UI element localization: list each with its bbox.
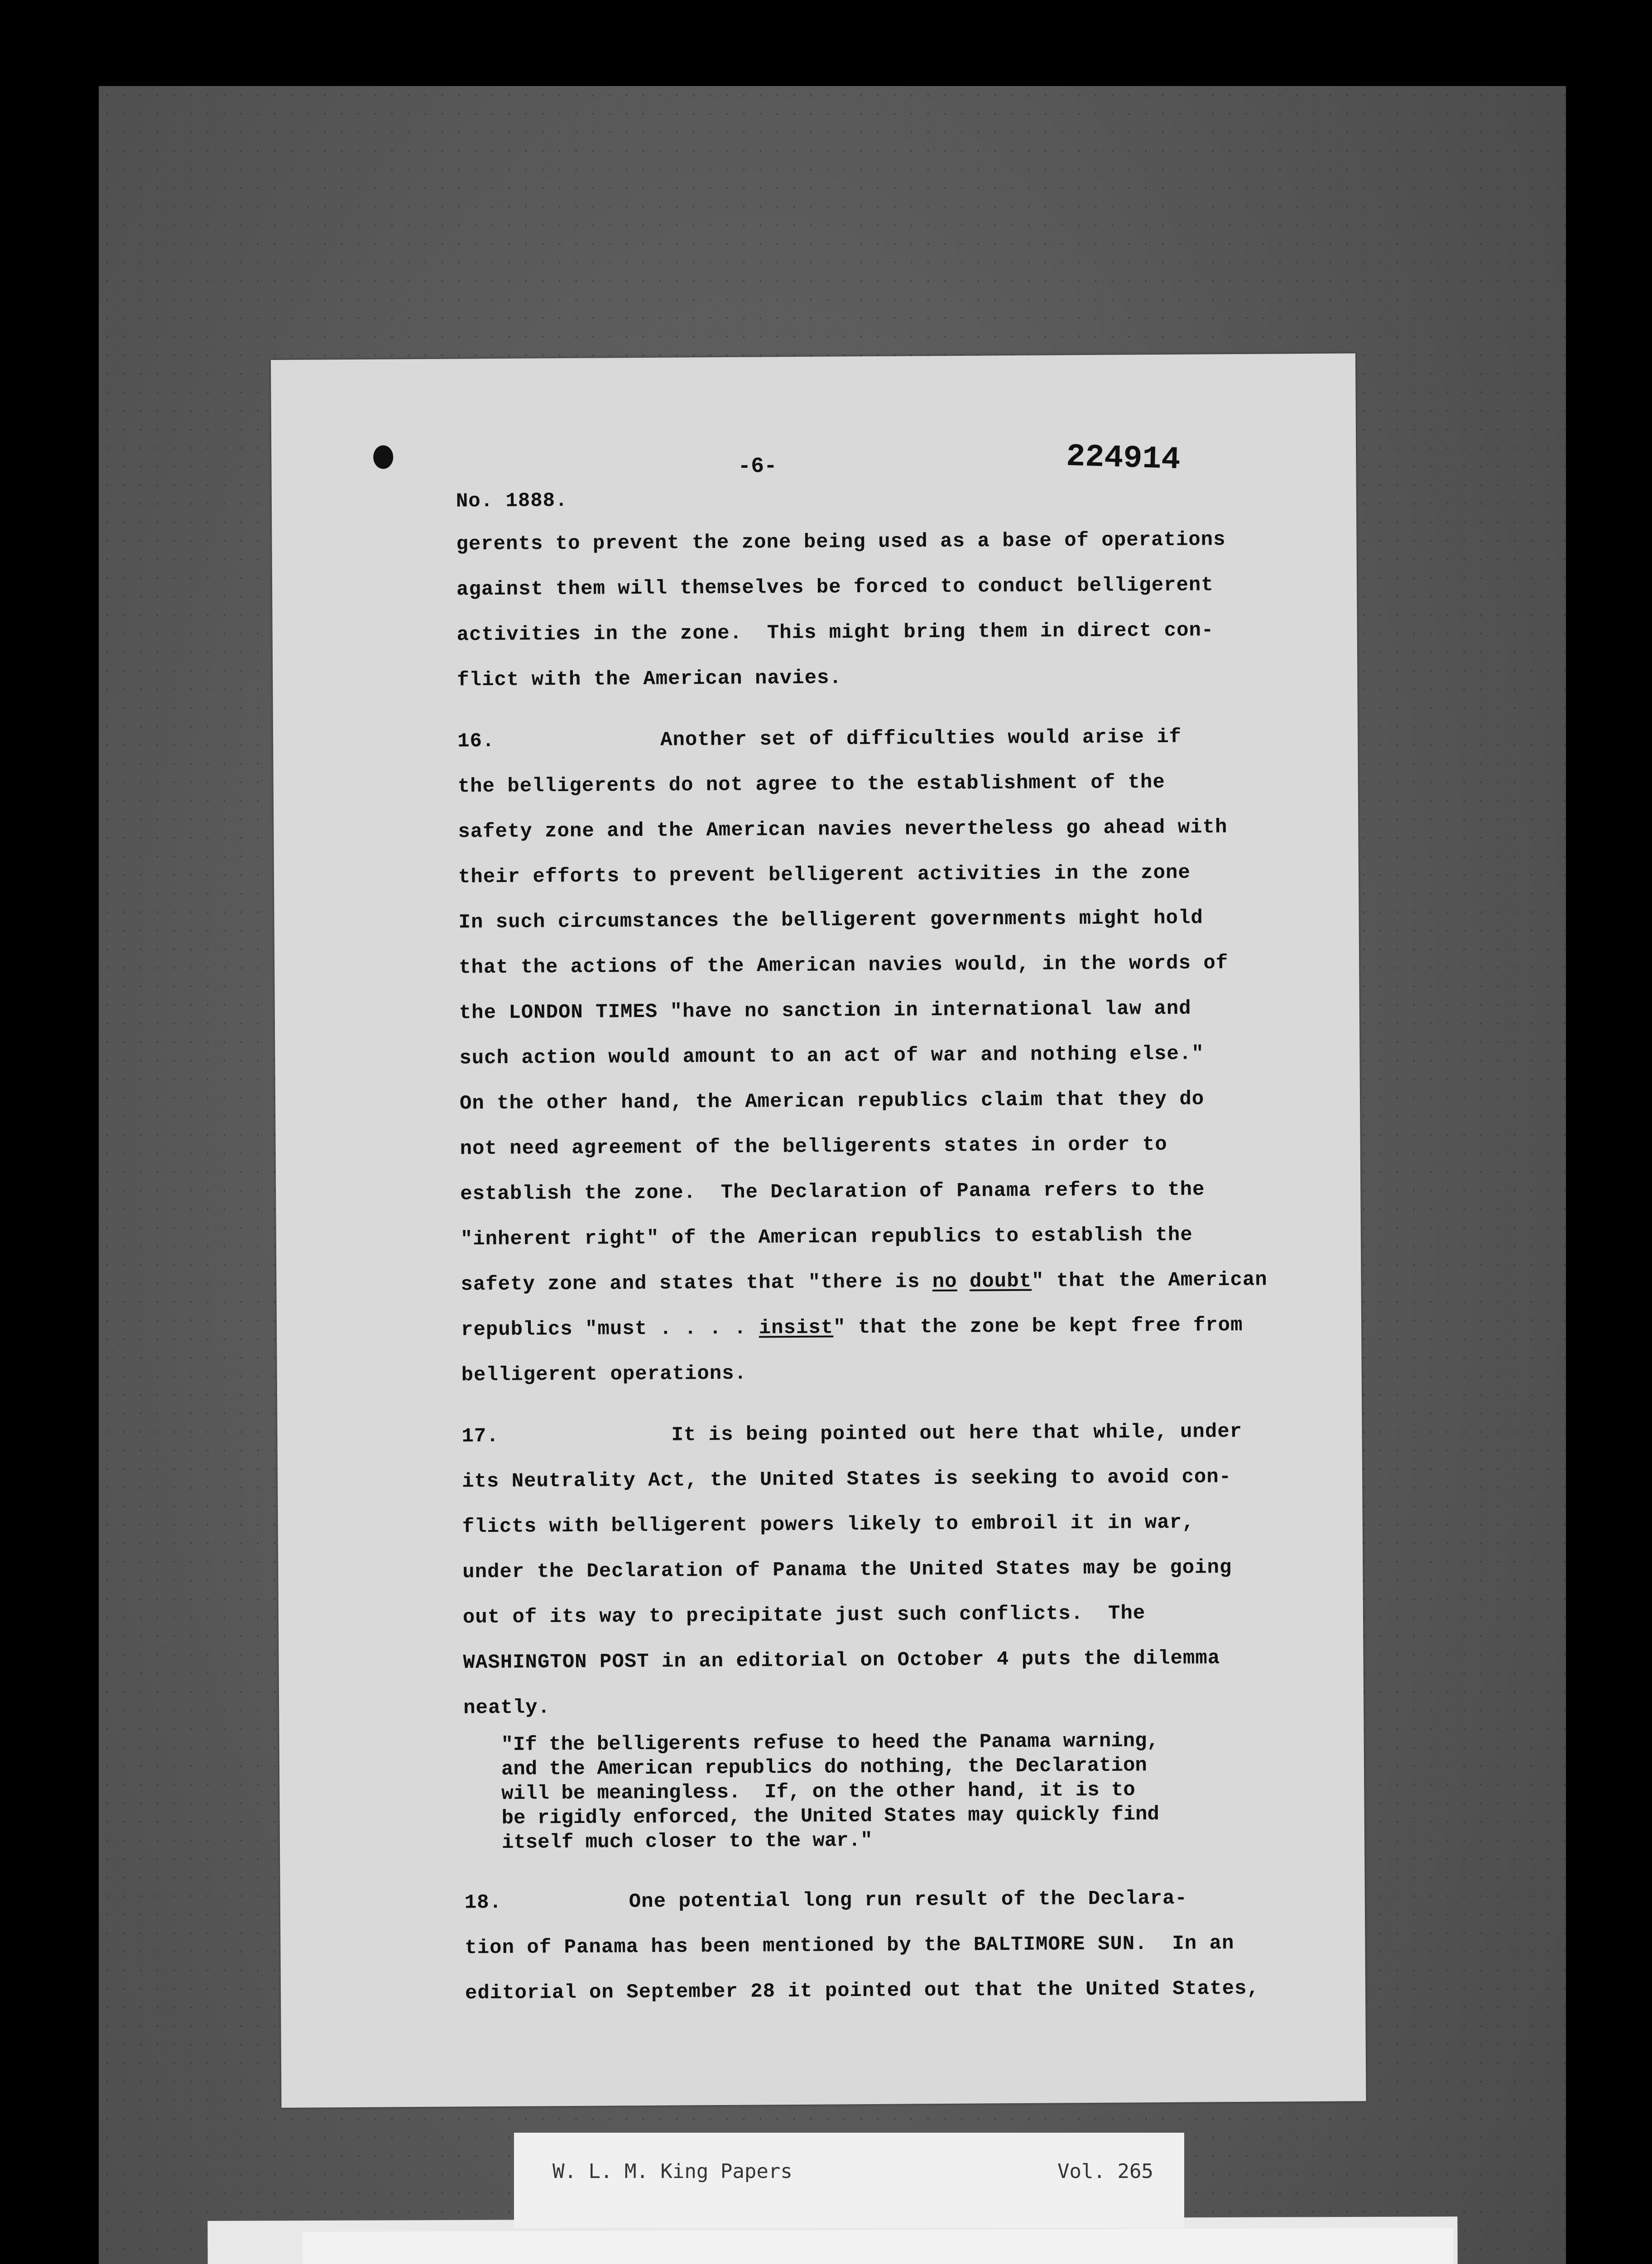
paragraph-line: "inherent right" of the American republics to establish the xyxy=(460,1223,1193,1251)
text-run xyxy=(957,1271,970,1293)
quote-line: "If the belligerents refuse to heed the Panama warning, xyxy=(501,1730,1159,1756)
paragraph-line: that the actions of the American navies would, in the words of xyxy=(459,952,1229,979)
quote-line: itself much closer to the war." xyxy=(501,1829,873,1854)
paragraph-line: against them will themselves be forced to conduct belligerent xyxy=(456,574,1214,601)
paragraph-line: WASHINGTON POST in an editorial on October 4 puts the dilemma xyxy=(463,1647,1220,1674)
text-run: safety zone and states that "there is xyxy=(461,1271,932,1296)
text-run: republics "must . . . . xyxy=(461,1317,759,1342)
paragraph-line: editorial on September 28 it pointed out that the United States, xyxy=(465,1977,1260,2005)
paragraph-line: belligerent operations. xyxy=(461,1362,747,1387)
archive-card-face xyxy=(303,2228,1454,2264)
paragraph-line: Another set of difficulties would arise if xyxy=(660,725,1182,752)
paragraph-line: establish the zone. The Declaration of Panama refers to the xyxy=(460,1178,1205,1206)
quote-line: and the American republics do nothing, the Declaration xyxy=(501,1754,1147,1781)
page-number: -6- xyxy=(738,454,778,479)
paragraph-line: such action would amount to an act of war and nothing else." xyxy=(459,1042,1204,1070)
paragraph-line: safety zone and the American navies nevertheless go ahead with xyxy=(458,816,1228,844)
paragraph-line: out of its way to precipitate just such conflicts. The xyxy=(462,1602,1146,1629)
punch-hole xyxy=(373,445,393,469)
paragraph-line: flict with the American navies. xyxy=(457,667,842,692)
paragraph-line: It is being pointed out here that while, under xyxy=(671,1420,1243,1447)
paragraph-line: neatly. xyxy=(463,1696,551,1720)
paragraph-line: the belligerents do not agree to the establishment of the xyxy=(457,771,1165,798)
paragraph-line: their efforts to prevent belligerent activities in the zone xyxy=(458,861,1191,889)
reference-label xyxy=(514,2133,1184,2228)
paragraph-line: under the Declaration of Panama the United States may be going xyxy=(462,1556,1232,1584)
paragraph-line xyxy=(461,1257,1268,1308)
paragraph-number: 16. xyxy=(457,729,495,753)
collection-name: W. L. M. King Papers xyxy=(552,2160,792,2183)
quote-line: be rigidly enforced, the United States may quickly find xyxy=(501,1803,1160,1830)
quote-line: will be meaningless. If, on the other hand, it is to xyxy=(501,1779,1135,1805)
paragraph-line: gerents to prevent the zone being used as a base of operations xyxy=(456,528,1226,556)
paragraph-line: activities in the zone. This might bring them in direct con- xyxy=(456,619,1214,647)
text-run: " that the American xyxy=(1031,1268,1268,1293)
paragraph-line: flicts with belligerent powers likely to embroil it in war, xyxy=(462,1511,1195,1539)
paragraph-line: its Neutrality Act, the United States is seeking to avoid con- xyxy=(461,1466,1232,1493)
paragraph-line: In such circumstances the belligerent governments might hold xyxy=(458,907,1203,934)
stamp-number: 224914 xyxy=(1066,439,1181,479)
underlined-word: doubt xyxy=(969,1270,1032,1293)
paragraph-line: One potential long run result of the Declara- xyxy=(629,1887,1188,1914)
text-run: " that the zone be kept free from xyxy=(833,1314,1243,1339)
underlined-word: insist xyxy=(759,1316,834,1340)
document-number: No. 1888. xyxy=(456,489,568,513)
paragraph-number: 17. xyxy=(461,1425,499,1448)
paragraph-number: 18. xyxy=(464,1891,502,1914)
underlined-word: no xyxy=(932,1270,957,1294)
volume-number: Vol. 265 xyxy=(1057,2160,1153,2183)
paragraph-line: the LONDON TIMES "have no sanction in international law and xyxy=(459,997,1191,1025)
typed-document-page xyxy=(271,353,1366,2108)
paragraph-line: not need agreement of the belligerents states in order to xyxy=(460,1133,1167,1161)
paragraph-line xyxy=(461,1303,1243,1353)
paragraph-line: On the other hand, the American republics claim that they do xyxy=(459,1088,1205,1115)
paragraph-line: tion of Panama has been mentioned by the BALTIMORE SUN. In an xyxy=(465,1932,1234,1960)
